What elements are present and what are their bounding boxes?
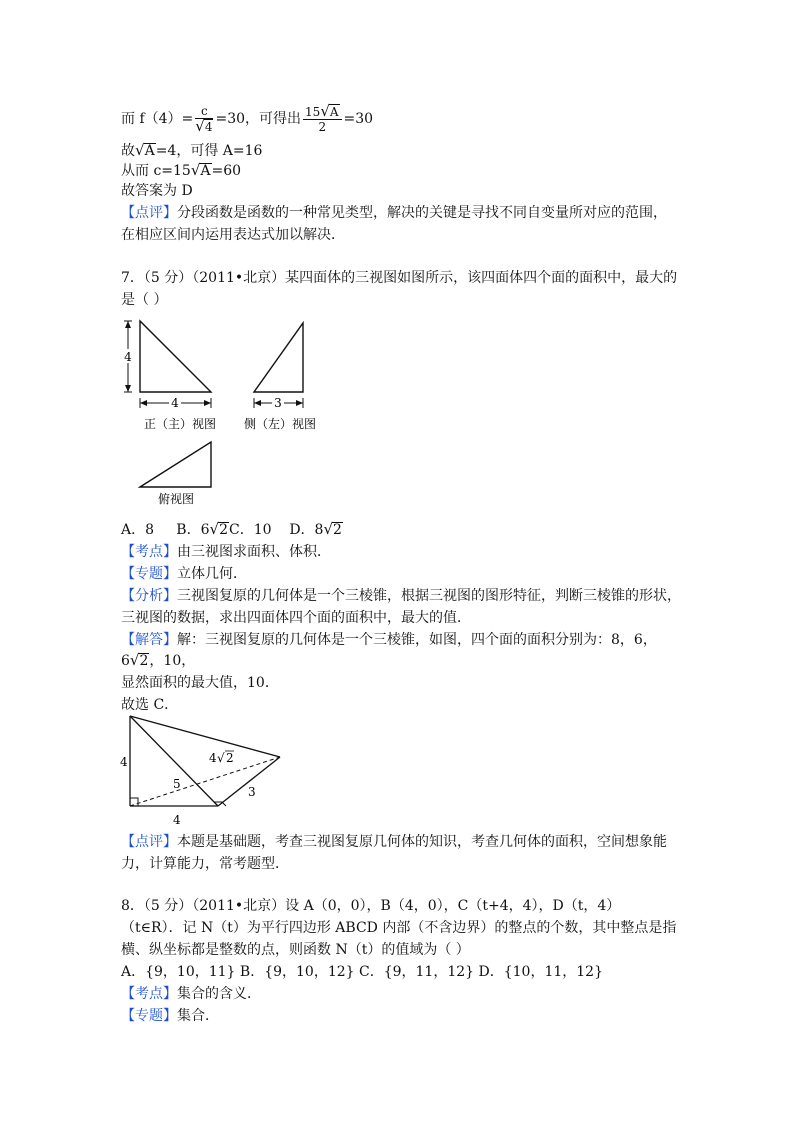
top-view-caption: 俯视图 [157, 492, 195, 506]
edge-label-3: 3 [248, 785, 256, 799]
front-view-caption: 正（主）视图 [143, 417, 217, 431]
q8-kaodian: 【考点】集合的含义． [121, 986, 261, 1002]
frac-den: √4 [195, 117, 213, 135]
edge-label-5: 5 [173, 777, 181, 791]
comment-text: 分段函数是函数的一种常见类型，解决的关键是寻找不同自变量所对应的范围， [177, 205, 667, 221]
choice-d: D．8√2 [289, 520, 342, 538]
edge-label-bottom: 4 [173, 813, 181, 827]
q8-stem-2: （t∈R）．记 N（t）为平行四边形 ABCD 内部（不含边界）的整点的个数，其中整点是指 [121, 920, 677, 936]
front-width-label: 4 [171, 396, 179, 410]
kaodian-tag: 【考点】 [121, 544, 177, 560]
choice-b: B．6√2 [176, 520, 228, 538]
comment-line-2: 在相应区间内运用表达式加以解决． [121, 227, 345, 243]
fenxi-tag: 【分析】 [121, 588, 177, 604]
three-view-figure [118, 315, 358, 515]
side-view-triangle [254, 323, 303, 392]
zhuanti-tag: 【专题】 [121, 1008, 177, 1024]
q7-fenxi-1: 【分析】三视图复原的几何体是一个三棱锥，根据三视图的图形特征，判断三棱锥的形状， [121, 588, 681, 604]
q7-stem-1: 7．（5 分）（2011•北京）某四面体的三视图如图所示，该四面体四个面的面积中，最大的 [121, 270, 678, 286]
frac-den: 2 [318, 120, 327, 134]
q7-jieda-4: 故选 C． [121, 697, 179, 713]
q7-kaodian: 【考点】由三视图求面积、体积． [121, 544, 331, 560]
fraction-15sqrtA-over-2 [303, 104, 342, 134]
radicand: A [200, 163, 211, 179]
jieda-tag: 【解答】 [121, 632, 177, 648]
comment-line-1 [121, 203, 667, 223]
q7-choices [121, 519, 343, 540]
radicand: A [329, 105, 339, 119]
solution-line-1 [121, 104, 373, 134]
tetrahedron-figure [118, 710, 288, 830]
text: =30 [343, 111, 374, 127]
q7-stem-2: 是（ ） [121, 292, 168, 308]
front-view-triangle [140, 321, 211, 392]
solution-line-2: 故√A=4，可得 A=16 [121, 141, 263, 159]
edge-label-4sqrt2-rad: 2 [226, 751, 234, 765]
fraction-c-over-sqrt4 [195, 104, 213, 134]
solution-line-4: 故答案为 D [121, 183, 193, 199]
text: 而 f（4）= [121, 111, 194, 127]
choice-c: C．10 [228, 522, 272, 538]
comment-tag: 【点评】 [121, 205, 177, 221]
kaodian-tag: 【考点】 [121, 986, 177, 1002]
frac-num: c [195, 104, 213, 119]
q8-zhuanti: 【专题】集合． [121, 1008, 219, 1024]
edge-label-4sqrt2-sign: √ [217, 751, 225, 765]
radicand: A [144, 143, 155, 159]
edge-label-4sqrt2-pre: 4 [209, 751, 217, 765]
q8-stem-3: 横、纵坐标都是整数的点，则函数 N（t）的值域为（ ） [121, 942, 470, 958]
solution-line-3: 从而 c=15√A=60 [121, 161, 242, 179]
q7-fenxi-2: 三视图的数据，求出四面体四个面的面积中，最大的值． [121, 610, 471, 626]
frac-num: 15√A [303, 104, 342, 120]
choice-a: A．8 [121, 522, 155, 538]
text: =30，可得出 [215, 111, 302, 127]
top-view-triangle [140, 442, 211, 487]
dianping-tag: 【点评】 [121, 834, 177, 850]
q7-dianping-1: 【点评】本题是基础题，考查三视图复原几何体的知识，考查几何体的面积，空间想象能 [121, 834, 667, 850]
q8-choices: A．{9，10，11} B．{9，10，12} C．{9，11，12} D．{10，11，12} [121, 964, 603, 980]
zhuanti-tag: 【专题】 [121, 566, 177, 582]
q7-jieda-2: 6√2，10， [121, 651, 196, 669]
side-view-caption: 侧（左）视图 [243, 417, 317, 431]
q8-stem-1: 8．（5 分）（2011•北京）设 A（0，0），B（4，0），C（t+4，4），D（t，4） [121, 898, 621, 914]
q7-zhuanti: 【专题】立体几何． [121, 566, 247, 582]
edge-label-left: 4 [120, 755, 128, 769]
front-height-label: 4 [124, 350, 132, 364]
side-width-label: 3 [274, 396, 282, 410]
q7-jieda-1: 【解答】解：三视图复原的几何体是一个三棱锥，如图，四个面的面积分别为：8，6， [121, 632, 657, 648]
radicand: 4 [204, 120, 213, 134]
q7-jieda-3: 显然面积的最大值，10． [121, 675, 279, 691]
q7-dianping-2: 力，计算能力，常考题型． [121, 856, 289, 872]
